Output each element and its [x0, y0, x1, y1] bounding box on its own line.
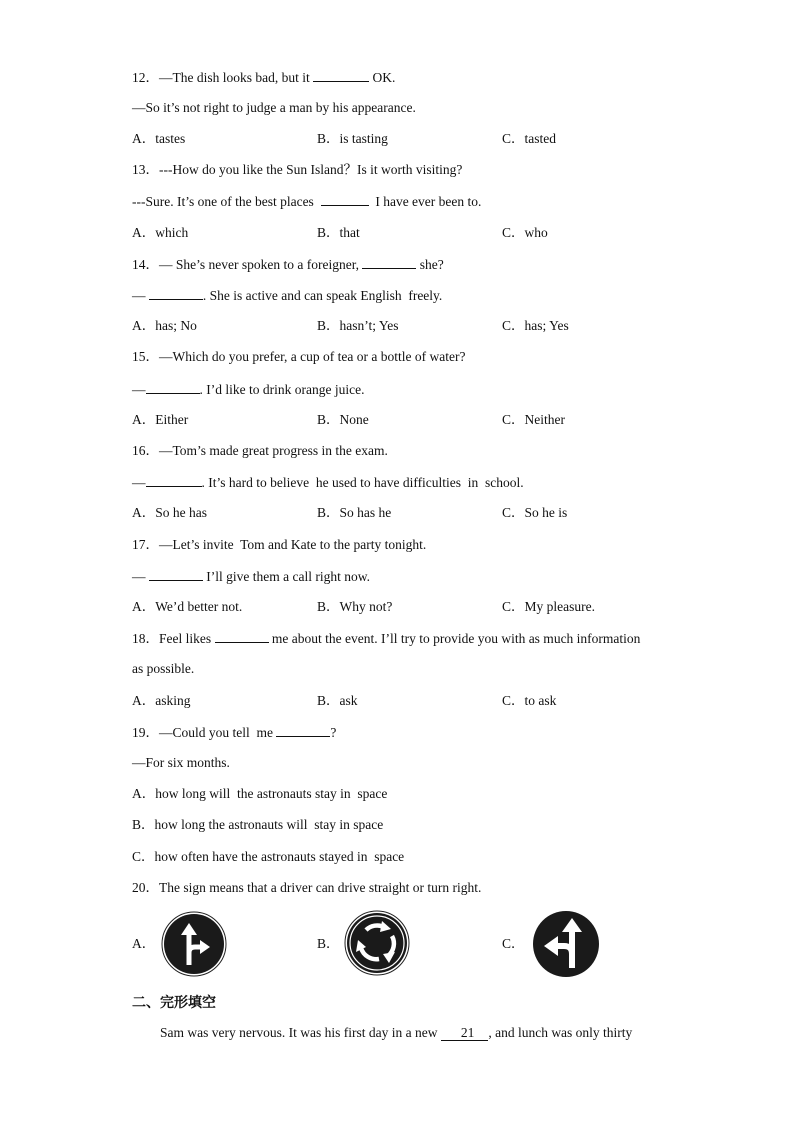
option-b: B．So has he [317, 505, 392, 520]
option-b: B．how long the astronauts will stay in space [132, 817, 384, 832]
option-b: B．is tasting [317, 131, 388, 146]
answer-blank [149, 286, 203, 300]
section-title: 二、完形填空 [132, 995, 216, 1011]
question-16-reply: — . It’s hard to believe he used to have difficulties in school. [132, 475, 524, 490]
answer-blank [215, 629, 269, 643]
straight-or-right-sign-icon [161, 911, 227, 977]
option-b: B．hasn’t; Yes [317, 318, 399, 333]
option-a: A．which [132, 225, 189, 240]
question-15: 15．—Which do you prefer, a cup of tea or a bottle of water? [132, 349, 466, 364]
answer-blank [146, 380, 200, 394]
option-b: B．Why not? [317, 599, 393, 614]
question-17-reply: — I’ll give them a call right now. [132, 569, 370, 584]
answer-blank [321, 192, 369, 206]
question-13-reply: ---Sure. It’s one of the best places I have ever been to. [132, 194, 482, 209]
option-c: C．has; Yes [502, 318, 569, 333]
option-b: B．ask [317, 693, 358, 708]
answer-blank [276, 723, 330, 737]
answer-blank [362, 255, 416, 269]
option-b: B． [317, 936, 340, 951]
option-a: A．how long will the astronauts stay in space [132, 786, 388, 801]
option-c: C．tasted [502, 131, 556, 146]
answer-blank [313, 68, 369, 82]
option-c: C．My pleasure. [502, 599, 595, 614]
option-c: C． [502, 936, 525, 951]
answer-blank [146, 473, 202, 487]
option-c: C．Neither [502, 412, 565, 427]
option-a: A．We’d better not. [132, 599, 243, 614]
question-12: 12．—The dish looks bad, but it OK. [132, 70, 396, 85]
question-13: 13．---How do you like the Sun Island？Is it worth visiting? [132, 162, 463, 177]
question-18: 18．Feel likes me about the event. I’ll try to provide you with as much information [132, 631, 641, 646]
question-19: 19．—Could you tell me ? [132, 725, 337, 740]
option-a: A．Either [132, 412, 189, 427]
question-16: 16．—Tom’s made great progress in the exam. [132, 443, 388, 458]
question-12-reply: —So it’s not right to judge a man by his appearance. [132, 100, 416, 115]
option-c: C．who [502, 225, 548, 240]
question-14-reply: — . She is active and can speak English freely. [132, 288, 443, 303]
option-a: A．has; No [132, 318, 197, 333]
question-19-reply: —For six months. [132, 755, 230, 770]
straight-or-left-sign-icon [532, 910, 600, 978]
option-a: A．asking [132, 693, 191, 708]
option-b: B．that [317, 225, 360, 240]
cloze-passage: Sam was very nervous. It was his first day in a new 21 , and lunch was only thirty [160, 1025, 633, 1040]
question-18-cont: as possible. [132, 661, 195, 676]
question-17: 17．—Let’s invite Tom and Kate to the party tonight. [132, 537, 427, 552]
roundabout-sign-icon [344, 910, 410, 976]
question-15-reply: — . I’d like to drink orange juice. [132, 382, 365, 397]
question-20: 20．The sign means that a driver can drive straight or turn right. [132, 880, 482, 895]
option-a: A．tastes [132, 131, 186, 146]
question-14: 14．— She’s never spoken to a foreigner, she? [132, 257, 444, 272]
option-c: C．to ask [502, 693, 557, 708]
option-c: C．how often have the astronauts stayed in space [132, 849, 405, 864]
option-c: C．So he is [502, 505, 568, 520]
option-a: A．So he has [132, 505, 207, 520]
answer-blank [149, 567, 203, 581]
cloze-blank-21: 21 [441, 1026, 489, 1041]
option-b: B．None [317, 412, 369, 427]
option-a: A． [132, 936, 156, 951]
